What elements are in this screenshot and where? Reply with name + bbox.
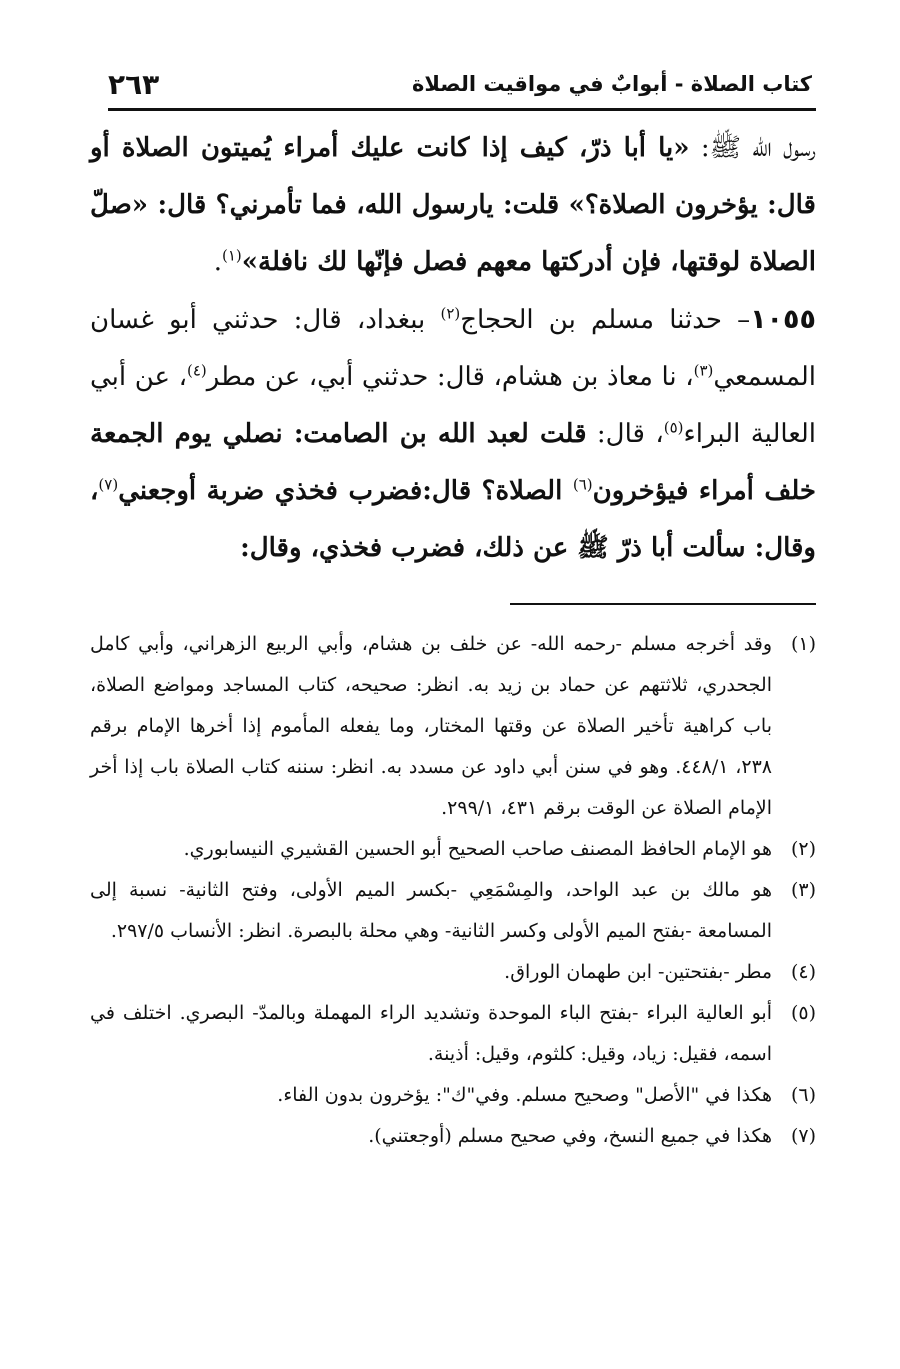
main-text	[90, 120, 816, 577]
footnote-text: مطر -بفتحتين- ابن طهمان الوراق.	[504, 961, 772, 983]
footnotes	[90, 624, 816, 1157]
p1-intro: رسول الله ﷺ:	[689, 133, 816, 163]
footnote-1	[90, 624, 816, 829]
footnote-3	[90, 870, 816, 952]
footnote-ref-4[interactable]: (٤)	[186, 361, 207, 380]
footnote-marker: (٤)	[790, 961, 816, 983]
footnote-marker: (٥)	[790, 1002, 816, 1024]
matn-2: الصلاة؟ قال:فضرب فخذي ضربة أوجعني	[118, 476, 573, 506]
footnote-ref-5[interactable]: (٥)	[663, 418, 684, 437]
footnote-marker: (٧)	[790, 1125, 816, 1147]
footnote-6	[90, 1075, 816, 1116]
matn-3: ، وقال: سألت أبا ذرّ ﷺ عن ذلك، فضرب فخذي، وقال:	[90, 476, 816, 563]
page-header	[108, 70, 812, 104]
footnote-marker: (٣)	[790, 879, 816, 901]
footnote-separator	[510, 603, 816, 605]
isnad-3: ، نا معاذ بن هشام، قال: حدثني أبي، عن مطر	[206, 362, 694, 392]
hadith-number: ١٠٥٥	[750, 304, 816, 335]
footnote-ref-2[interactable]: (٢)	[440, 304, 461, 323]
hadith-quote: «يا أبا ذرّ، كيف إذا كانت عليك أمراء يُميتون الصلاة أو قال: يؤخرون الصلاة؟» قلت: يارسول الله، فما تأمرني؟ قال: «صلّ الصلاة لوقتها، فإن أدركتها معهم فصل فإنّها لك نافلة»	[90, 133, 816, 277]
page-number: ٢٦٣	[108, 68, 160, 101]
footnote-4	[90, 952, 816, 993]
footnote-text: هو الإمام الحافظ المصنف صاحب الصحيح أبو الحسين القشيري النيسابوري.	[183, 838, 772, 860]
footnote-ref-7[interactable]: (٧)	[98, 475, 119, 494]
isnad-1: – حدثنا مسلم بن الحجاج	[460, 305, 751, 335]
footnote-text: هكذا في جميع النسخ، وفي صحيح مسلم (أوجعتني).	[368, 1125, 772, 1147]
footnote-text: وقد أخرجه مسلم -رحمه الله- عن خلف بن هشام، وأبي الربيع الزهراني، وأبي كامل الجحدري، ثلاثتهم عن حماد بن زيد به. انظر: صحيحه، كتاب المساجد ومواضع الصلاة، باب كراهية تأخير الصلاة عن وقتها المختار، وما يفعله المأموم إذا أخرها الإمام برقم ٢٣٨، ٤٤٨/١. وهو في سنن أبي داود عن مسدد به. انظر: سننه كتاب الصلاة باب إذا أخر الإمام الصلاة عن الوقت برقم ٤٣١، ٢٩٩/١.	[90, 633, 772, 819]
matn-1: قلت لعبد الله بن الصامت: نصلي يوم الجمعة خلف أمراء فيؤخرون	[90, 419, 817, 506]
footnote-text: هكذا في "الأصل" وصحيح مسلم. وفي"ك": يؤخرون بدون الفاء.	[277, 1084, 772, 1106]
paragraph-1	[90, 120, 816, 291]
isnad-4: ، عن أبي العالية البراء	[90, 362, 817, 449]
footnote-text: أبو العالية البراء -بفتح الباء الموحدة وتشديد الراء المهملة وبالمدّ- البصري. اختلف في اسمه، فقيل: زياد، وقيل: كلثوم، وقيل: أذينة.	[90, 1002, 772, 1065]
footnote-ref-3[interactable]: (٣)	[693, 361, 714, 380]
footnote-2	[90, 829, 816, 870]
footnote-text: هو مالك بن عبد الواحد، والمِسْمَعِي -بكسر الميم الأولى، وفتح الثانية- نسبة إلى المسامعة -بفتح الميم الأولى وكسر الثانية- وهي محلة بالبصرة. انظر: الأنساب ٢٩٧/٥.	[90, 879, 772, 942]
p1-end: .	[213, 247, 222, 277]
footnote-7	[90, 1116, 816, 1157]
isnad-2: ببغداد، قال: حدثني أبو غسان المسمعي	[90, 305, 817, 392]
isnad-5: ، قال:	[586, 419, 664, 449]
footnote-5	[90, 993, 816, 1075]
running-title: كتاب الصلاة - أبوابٌ في مواقيت الصلاة	[411, 72, 812, 96]
footnote-ref-1[interactable]: (١)	[221, 246, 242, 265]
footnote-marker: (١)	[790, 633, 816, 655]
footnote-marker: (٢)	[790, 838, 816, 860]
footnote-ref-6[interactable]: (٦)	[572, 475, 593, 494]
header-rule	[108, 108, 816, 111]
paragraph-hadith-1055	[90, 291, 816, 577]
footnote-marker: (٦)	[790, 1084, 816, 1106]
